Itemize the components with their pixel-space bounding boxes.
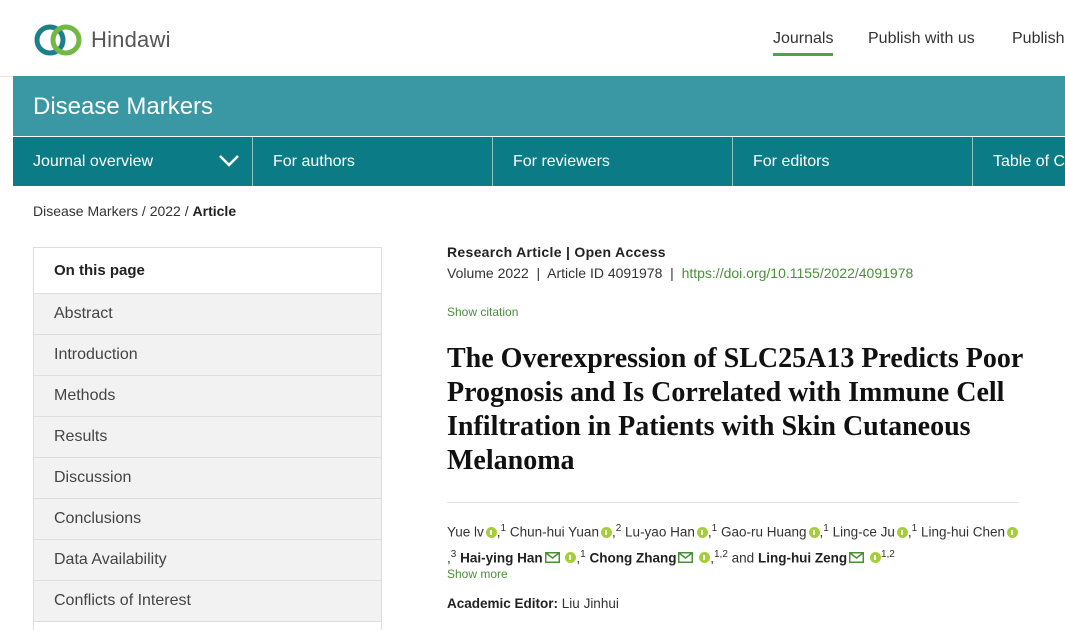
top-navigation [0, 30, 1065, 60]
author-name[interactable]: Gao-ru Huang [720, 524, 807, 540]
corresponding-author-name[interactable]: Chong Zhang [589, 550, 677, 565]
affiliation-sup: 1 [580, 548, 586, 560]
affiliation-sup: 1 [823, 523, 829, 534]
toc-item-data-availability[interactable]: Data Availability [34, 540, 381, 581]
toc-item-introduction[interactable]: Introduction [34, 335, 381, 376]
toc-item-results[interactable]: Results [34, 417, 381, 458]
meta-separator: | [532, 265, 545, 281]
nav-journals[interactable]: Journals [773, 30, 833, 56]
journal-title[interactable]: Disease Markers [33, 93, 214, 120]
author-name[interactable]: Ling-ce Ju [832, 524, 895, 540]
toc-item-abstract[interactable]: Abstract [34, 294, 381, 335]
meta-separator: | [666, 265, 678, 281]
author-list: Yue lv ,$^1$ Chun-hui Yuan ,$^2$ Lu-yao Han ,$^1$ Gao-ru Huang ,$^1$ Ling-ce Ju ,$^1$ Ling-hui Chen,$^3$ Hai-ying Han ,$^1$ Chong Zhang ,$^{1,2}$ and Ling-hui Zeng $^{1,2}$ [447, 518, 1027, 569]
tab-journal-overview[interactable] [13, 137, 252, 186]
show-citation-link[interactable]: Show citation [447, 305, 519, 319]
orcid-icon[interactable] [897, 527, 908, 538]
orcid-icon[interactable] [1007, 527, 1018, 538]
tab-table-of-contents[interactable]: Table of C [993, 152, 1065, 170]
nav-publish[interactable]: Publish [1012, 30, 1065, 47]
corresponding-author-name[interactable]: Ling-hui Zeng [757, 550, 848, 565]
mail-icon[interactable] [678, 552, 693, 563]
academic-editor [447, 596, 619, 611]
corresponding-author-name[interactable]: Hai-ying Han [460, 550, 543, 565]
author-name[interactable]: Ling-hui Chen [920, 524, 1006, 540]
toc-item-conclusions[interactable]: Conclusions [34, 499, 381, 540]
author-name[interactable]: Chun-hui Yuan [509, 524, 599, 540]
orcid-icon[interactable] [486, 527, 497, 538]
toc-item-discussion[interactable]: Discussion [34, 458, 381, 499]
breadcrumb-separator: / [138, 203, 150, 219]
affiliation-sup: 2 [615, 523, 622, 534]
toc-heading: On this page [34, 248, 381, 294]
orcid-icon[interactable] [565, 552, 576, 563]
affiliation-sup: 1 [711, 523, 718, 534]
mail-icon[interactable] [849, 552, 864, 563]
divider [447, 502, 1019, 503]
tab-for-reviewers[interactable]: For reviewers [513, 152, 610, 170]
nav-publish-with-us[interactable]: Publish with us [868, 30, 975, 47]
article-title: The Overexpression of SLC25A13 Predicts Poor Prognosis and Is Correlated with Immune Cell Infiltration in Patients with Skin Cutaneous Melanoma [447, 343, 1023, 476]
volume: Volume 2022 [447, 265, 529, 281]
affiliation-sup: 1 [500, 523, 507, 534]
academic-editor-name: Liu Jinhui [561, 596, 619, 611]
journal-banner [13, 76, 1065, 136]
tab-journal-overview-label: Journal overview [33, 152, 154, 170]
author-name[interactable]: Yue lv [447, 524, 484, 540]
affiliation-sup: 1,2 [880, 548, 895, 560]
article-id: Article ID 4091978 [547, 265, 663, 281]
orcid-icon[interactable] [809, 527, 820, 538]
breadcrumb-current: Article [192, 203, 237, 219]
breadcrumb-year[interactable]: 2022 [149, 203, 181, 219]
breadcrumb-separator: / [180, 203, 193, 219]
chevron-down-icon [218, 153, 240, 169]
tab-for-authors[interactable]: For authors [273, 152, 355, 170]
show-more-authors-link[interactable]: Show more [447, 567, 508, 581]
orcid-icon[interactable] [601, 527, 612, 538]
orcid-icon[interactable] [697, 527, 708, 538]
breadcrumb-journal[interactable]: Disease Markers [33, 203, 139, 219]
affiliation-sup: 1,2 [713, 548, 728, 560]
orcid-icon[interactable] [870, 552, 881, 563]
breadcrumb [33, 203, 236, 219]
toc-item-methods[interactable]: Methods [34, 376, 381, 417]
mail-icon[interactable] [545, 552, 560, 563]
orcid-icon[interactable] [699, 552, 710, 563]
article-type: Research Article | Open Access [447, 244, 666, 260]
academic-editor-label: Academic Editor: [447, 596, 559, 611]
toc-item-conflicts-of-interest[interactable]: Conflicts of Interest [34, 581, 381, 622]
on-this-page-panel [33, 247, 382, 630]
site-header [0, 0, 1065, 77]
tab-for-editors[interactable]: For editors [753, 152, 830, 170]
affiliation-sup: 3 [450, 548, 457, 560]
doi-link[interactable]: https://doi.org/10.1155/2022/4091978 [681, 265, 914, 281]
article-meta [447, 265, 913, 281]
journal-subnav [13, 137, 1065, 186]
affiliation-sup: 1 [911, 523, 918, 534]
author-name[interactable]: Lu-yao Han [625, 524, 695, 540]
author-conjunction: and [731, 550, 755, 565]
brand-name: Hindawi [91, 27, 171, 52]
